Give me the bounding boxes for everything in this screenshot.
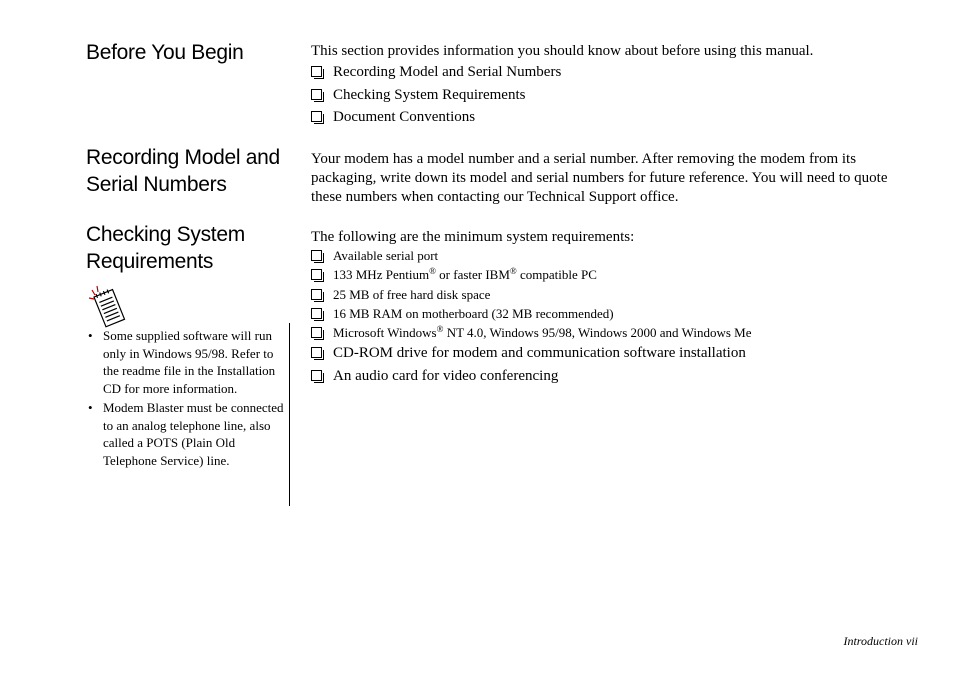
list-item — [311, 246, 751, 265]
checkbox-bullet-icon — [311, 111, 322, 122]
heading-line: Recording Model and — [86, 146, 280, 169]
list-item — [311, 342, 746, 365]
list-item — [311, 365, 746, 388]
list-item-text: Document Conventions — [333, 109, 476, 125]
heading-line: Requirements — [86, 250, 214, 273]
requirements-list-small — [311, 246, 751, 342]
requirements-intro: The following are the minimum system requirements: — [311, 229, 635, 245]
before-intro: This section provides information you should know about before using this manual. — [311, 43, 814, 59]
checkbox-bullet-icon — [311, 347, 322, 358]
heading-recording-model — [86, 144, 280, 198]
note-list — [86, 327, 290, 471]
checkbox-bullet-icon — [311, 250, 322, 261]
checkbox-bullet-icon — [311, 269, 322, 280]
list-item-text: Microsoft Windows® NT 4.0, Windows 95/98, Windows 2000 and Windows Me — [333, 324, 752, 341]
heading-checking-requirements — [86, 221, 245, 275]
list-item-text: Checking System Requirements — [333, 86, 526, 103]
list-item — [311, 304, 751, 323]
list-item-text: 16 MB RAM on motherboard (32 MB recommended) — [333, 305, 614, 321]
list-item — [311, 285, 751, 304]
checkbox-bullet-icon — [311, 289, 322, 300]
note-bullet: • Modem Blaster must be connected to an analog telephone line, also called a POTS (Plain Old Telephone Service) line. — [86, 399, 290, 470]
list-item-text: An audio card for video conferencing — [333, 367, 559, 384]
note-bullet: • Some supplied software will run only in Windows 95/98. Refer to the readme file in the Installation CD for more information. — [86, 327, 290, 398]
list-item — [311, 61, 561, 84]
checkbox-bullet-icon — [311, 89, 322, 100]
list-item — [311, 106, 561, 129]
requirements-list-large — [311, 342, 746, 387]
list-item-text: CD-ROM drive for modem and communication software installation — [333, 345, 746, 361]
list-item-text: 133 MHz Pentium® or faster IBM® compatible PC — [333, 266, 597, 283]
page-footer: Introduction vii — [843, 634, 918, 648]
list-item-text: Available serial port — [333, 248, 439, 263]
checkbox-bullet-icon — [311, 308, 322, 319]
before-list — [311, 61, 561, 129]
note-divider — [289, 323, 290, 506]
list-item-text: Recording Model and Serial Numbers — [333, 64, 562, 80]
list-item-text: 25 MB of free hard disk space — [333, 286, 491, 302]
recording-body: Your modem has a model number and a serial number. After removing the modem from its packaging, write down its model and serial numbers for future reference. You will need to quote these numbers when contacting our Technical Support office. — [311, 151, 888, 205]
heading-line: Checking System — [86, 223, 245, 246]
heading-before-you-begin: Before You Begin — [86, 41, 244, 64]
list-item — [311, 84, 561, 107]
checkbox-bullet-icon — [311, 370, 322, 381]
heading-line: Serial Numbers — [86, 173, 227, 196]
checkbox-bullet-icon — [311, 66, 322, 77]
list-item — [311, 265, 751, 284]
checkbox-bullet-icon — [311, 327, 322, 338]
list-item — [311, 323, 751, 342]
note-pad-icon — [88, 284, 128, 330]
